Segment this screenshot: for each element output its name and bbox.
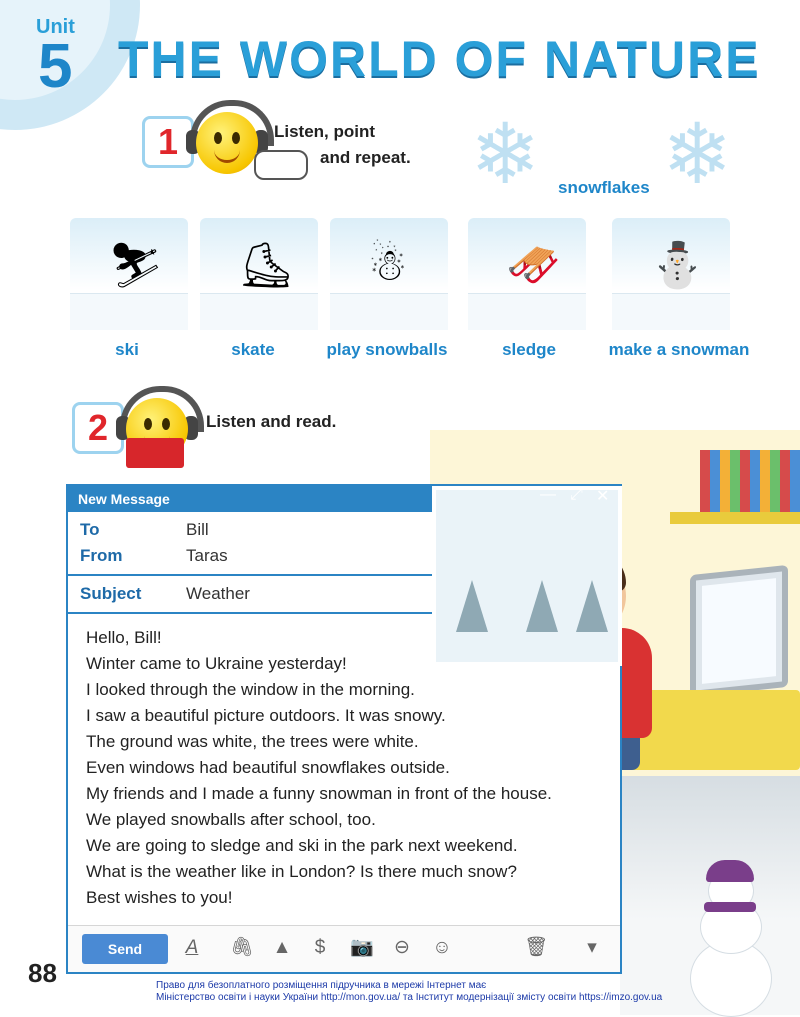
emoji-icon[interactable]: ☺ — [432, 937, 452, 958]
footer-line-1: Право для безоплатного розміщення підручника в мережі Інтернет має — [156, 980, 487, 991]
activity-label-play-snowballs: play snowballs — [326, 340, 448, 359]
body-line: I looked through the window in the morning. — [86, 680, 415, 699]
snowflake-icon: ❄ — [662, 107, 733, 201]
close-icon[interactable]: ✕ — [596, 488, 610, 505]
sledge-icon: 🛷 — [506, 241, 561, 290]
speech-bubble-icon — [254, 150, 308, 180]
body-line: My friends and I made a funny snowman in front of the house. — [86, 784, 552, 803]
page-number: 88 — [28, 958, 57, 988]
bookshelf-books — [700, 450, 800, 512]
activity-label-make-a-snowman: make a snowman — [608, 340, 750, 359]
compose-toolbar — [68, 925, 620, 972]
footer-notice — [156, 980, 662, 1004]
activity-label-ski: ski — [115, 340, 139, 359]
footer-line-2: Міністерство освіти і науки України http://mon.gov.ua/ та Інститут модернізації змісту освіти https://imzo.gov.ua — [156, 992, 663, 1003]
snowflake-icon: ❄ — [470, 107, 541, 201]
send-button[interactable]: Send — [82, 934, 168, 964]
field-divider — [68, 574, 432, 576]
snowflakes-label: snowflakes — [558, 178, 650, 197]
book-icon — [126, 438, 184, 468]
to-label: To — [80, 520, 100, 539]
sledge-illustration — [468, 218, 586, 330]
email-window-title: New Message — [78, 491, 170, 507]
money-icon[interactable]: $ — [314, 937, 326, 958]
exercise-1-instruction-line1: Listen, point — [274, 122, 376, 141]
exercise-2-number: 2 — [72, 402, 124, 454]
trash-icon[interactable]: 🗑 — [524, 937, 549, 958]
snowballs-illustration — [330, 218, 448, 330]
body-line: What is the weather like in London? Is there much snow? — [86, 862, 517, 881]
to-field[interactable]: Bill — [186, 520, 209, 539]
page-title: THE WORLD OF NATURE — [118, 31, 761, 87]
smiley-listening-icon — [196, 112, 258, 174]
unit-label: Unit — [36, 16, 75, 38]
attach-icon[interactable]: 🖇 — [230, 937, 255, 958]
more-options-icon[interactable]: ▾ — [587, 937, 597, 958]
from-field[interactable]: Taras — [186, 546, 228, 565]
photo-icon[interactable]: 📷 — [350, 937, 374, 958]
field-divider — [68, 612, 432, 614]
expand-icon[interactable]: ⤢ — [570, 486, 583, 503]
body-line: Best wishes to you! — [86, 888, 233, 907]
exercise-1-number: 1 — [142, 116, 194, 168]
body-line: I saw a beautiful picture outdoors. It was snowy. — [86, 706, 446, 725]
skate-illustration — [200, 218, 318, 330]
subject-label: Subject — [80, 584, 142, 603]
exercise-2-instruction: Listen and read. — [206, 412, 337, 431]
snowball-icon: ☃ — [368, 241, 408, 290]
window-view — [432, 486, 622, 666]
activity-label-skate: skate — [231, 340, 275, 359]
snowman-icon: ⛄ — [650, 241, 705, 290]
snowman-illustration — [612, 218, 730, 330]
unit-number: 5 — [38, 32, 73, 101]
subject-field[interactable]: Weather — [186, 584, 250, 603]
body-line: Winter came to Ukraine yesterday! — [86, 654, 347, 673]
body-line: We are going to sledge and ski in the park next weekend. — [86, 836, 518, 855]
email-window — [66, 484, 622, 974]
drive-icon[interactable]: ▲ — [272, 937, 292, 958]
body-line: The ground was white, the trees were white. — [86, 732, 419, 751]
snowman-hat — [706, 860, 754, 882]
bookshelf — [670, 512, 800, 524]
body-line: Hello, Bill! — [86, 628, 162, 647]
computer-monitor — [690, 565, 788, 697]
skater-icon: ⛸ — [238, 241, 294, 290]
exercise-1-instruction-line2: and repeat. — [320, 148, 411, 167]
body-line: We played snowballs after school, too. — [86, 810, 376, 829]
skier-icon: ⛷ — [108, 241, 164, 290]
ski-illustration — [70, 218, 188, 330]
link-icon[interactable]: ⊖ — [394, 937, 410, 958]
body-line: Even windows had beautiful snowflakes outside. — [86, 758, 450, 777]
snowman-scarf — [704, 902, 756, 912]
from-label: From — [80, 546, 123, 565]
activity-label-sledge: sledge — [502, 340, 556, 359]
format-text-icon[interactable]: A — [185, 937, 199, 958]
minimize-icon[interactable]: — — [540, 486, 556, 503]
